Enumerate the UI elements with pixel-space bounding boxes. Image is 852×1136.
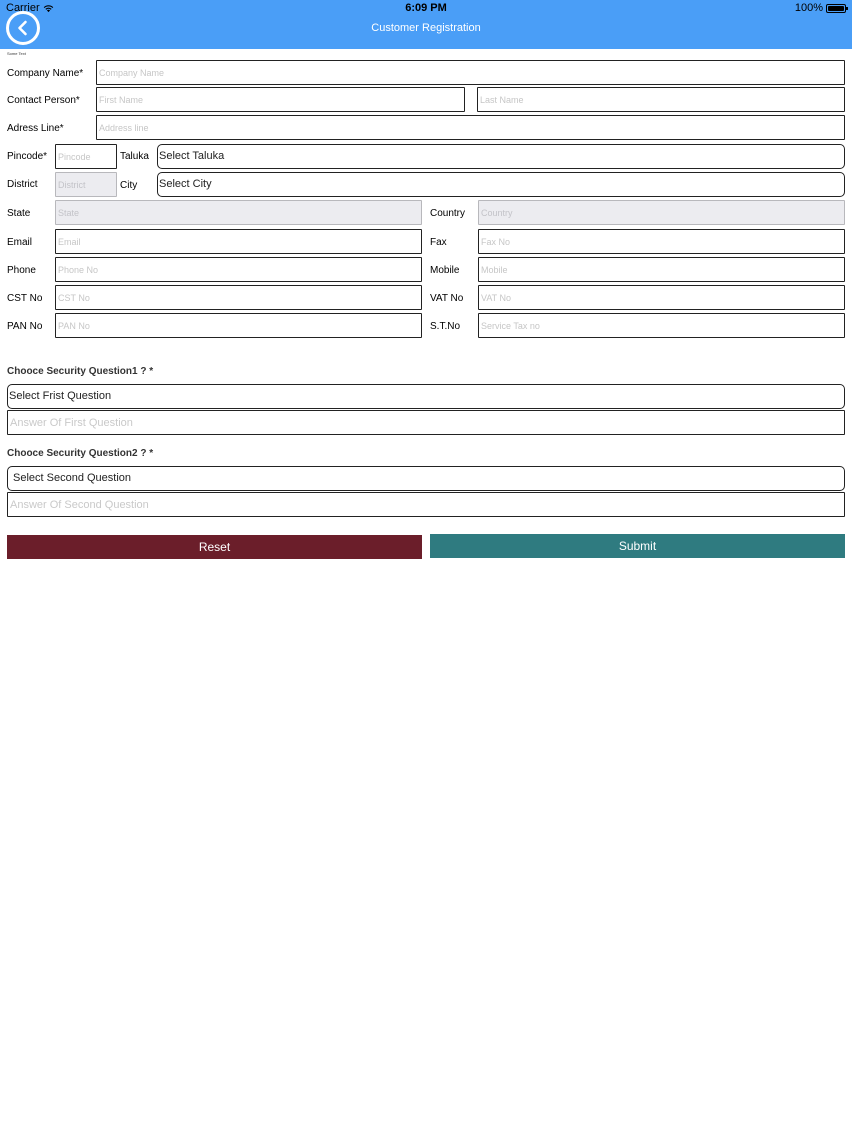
country-input xyxy=(478,200,845,225)
status-bar xyxy=(0,0,852,18)
fax-label: Fax xyxy=(430,237,447,248)
company-name-label: Company Name* xyxy=(7,68,84,79)
vat-label: VAT No xyxy=(430,293,464,304)
taluka-label: Taluka xyxy=(120,151,149,162)
contact-person-label: Contact Person* xyxy=(7,95,80,106)
country-label: Country xyxy=(430,208,466,219)
submit-button[interactable]: Submit xyxy=(430,534,845,558)
state-label: State xyxy=(7,208,31,219)
battery-icon xyxy=(826,4,846,13)
pan-label: PAN No xyxy=(7,321,43,332)
security-question-1-select[interactable]: Select Frist Question xyxy=(7,384,845,409)
cst-label: CST No xyxy=(7,293,43,304)
last-name-input[interactable] xyxy=(477,87,845,112)
reset-button[interactable]: Reset xyxy=(7,535,422,559)
phone-label: Phone xyxy=(7,265,36,276)
first-name-input[interactable] xyxy=(96,87,465,112)
company-name-input[interactable] xyxy=(96,60,845,85)
st-label: S.T.No xyxy=(430,321,461,332)
carrier-label: Carrier xyxy=(6,2,40,14)
email-label: Email xyxy=(7,237,33,248)
taluka-select[interactable]: Select Taluka xyxy=(157,144,845,169)
navigation-bar xyxy=(0,18,852,49)
state-input xyxy=(55,200,422,225)
battery-indicator xyxy=(795,2,846,14)
city-select[interactable]: Select City xyxy=(157,172,845,197)
security-question-2-select[interactable]: Select Second Question xyxy=(7,466,845,491)
mobile-label: Mobile xyxy=(430,265,460,276)
security-question-1-title: Chooce Security Question1 ? * xyxy=(7,366,154,377)
address-line-input[interactable] xyxy=(96,115,845,140)
mobile-input[interactable] xyxy=(478,257,845,282)
email-input[interactable] xyxy=(55,229,422,254)
pincode-input[interactable] xyxy=(55,144,117,169)
vat-input[interactable] xyxy=(478,285,845,310)
district-input xyxy=(55,172,117,197)
address-line-label: Adress Line* xyxy=(7,123,64,134)
battery-percent: 100% xyxy=(794,2,823,14)
city-label: City xyxy=(120,180,138,191)
pan-input[interactable] xyxy=(55,313,422,338)
cst-input[interactable] xyxy=(55,285,422,310)
tiny-caption: Some Text xyxy=(7,51,26,56)
fax-input[interactable] xyxy=(478,229,845,254)
security-answer-2-input[interactable] xyxy=(7,492,845,517)
district-label: District xyxy=(7,179,38,190)
clock: 6:09 PM xyxy=(405,2,447,14)
phone-input[interactable] xyxy=(55,257,422,282)
pincode-label: Pincode* xyxy=(7,151,48,162)
service-tax-input[interactable] xyxy=(478,313,845,338)
security-answer-1-input[interactable] xyxy=(7,410,845,435)
page-title: Customer Registration xyxy=(371,22,481,34)
security-question-2-title: Chooce Security Question2 ? * xyxy=(7,448,154,459)
